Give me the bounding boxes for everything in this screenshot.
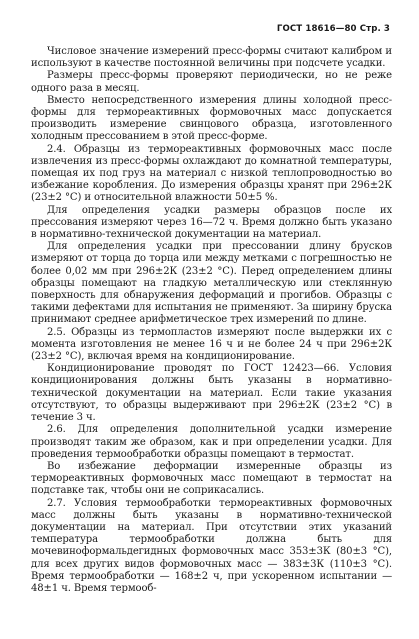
paragraph: 2.6. Для определения дополнительной усадки измерение производят таким же образом, как и при определении усадки. Для проведения термообработки образцы помещают в термостат. <box>31 424 392 460</box>
paragraph: Для определения усадки при прессовании длину брусков измеряют от торца до торца или между метками с погрешностью не более 0,02 мм при 296±2К (23±2 °С). Перед определением длины образцы помещают на гладкую металлическую или стеклянную поверхность для обнаружения деформаций и прогибов. Образцы с такими дефектами для испытания не применяют. За ширину бруска принимают среднее арифметическое трех измерений по длине. <box>31 241 392 326</box>
paragraph: 2.5. Образцы из термопластов измеряют после выдержки их с момента изготовления не менее 16 ч и не более 24 ч при 296±2К (23±2 °С), включая время на кондиционирование. <box>31 326 392 363</box>
paragraph: Для определения усадки размеры образцов после их прессования измеряют через 16—72 ч. Время должно быть указано в нормативно-технической документации на материал. <box>31 204 392 241</box>
paragraph: Во избежание деформации измеренные образцы из термореактивных формовочных масс помещают в термостат на подставке так, чтобы они не соприкасались. <box>31 460 392 497</box>
paragraph: Вместо непосредственного измерения длины холодной пресс-формы для термореактивных формовочных масс допускается производить измерение свинцового образца, изготовленного холодным прессованием в этой пресс-форме. <box>31 94 392 143</box>
page-header <box>277 24 390 34</box>
paragraph: 2.4. Образцы из термореактивных формовочных масс после извлечения из пресс-формы охлаждают до комнатной температуры, помещая их под груз на материал с низкой теплопроводностью во избежание коробления. До измерения образцы хранят при 296±2К (23±2 °С) и относительной влажности 50±5 %. <box>31 143 392 204</box>
page-number: Стр. 3 <box>359 24 390 34</box>
paragraph: Размеры пресс-формы проверяют периодически, но не реже одного раза в месяц. <box>31 70 392 94</box>
paragraph: Числовое значение измерений пресс-формы считают калибром и используют в качестве постоянной величины при подсчете усадки. <box>31 46 392 70</box>
paragraph: 2.7. Условия термообработки термореактивных формовочных масс должны быть указаны в нормативно-технической документации на материал. При отсутствии этих указаний температура термообработки должна быть для мочевиноформальдегидных формовочных масс 353±3К (80±3 °С), для всех других видов формовочных масс — 383±3К (110±3 °С). Время термообработки — 168±2 ч, при ускоренном испытании — 48±1 ч. Время термооб- <box>31 497 392 594</box>
paragraph: Кондиционирование проводят по ГОСТ 12423—66. Условия кондиционирования должны быть указаны в нормативно-технической документации на материал. Если такие указания отсутствуют, то образцы выдерживают при 296±2К (23±2 °С) в течение 3 ч. <box>31 363 392 424</box>
standard-number: ГОСТ 18616—80 <box>276 24 357 34</box>
document-body <box>31 46 392 595</box>
